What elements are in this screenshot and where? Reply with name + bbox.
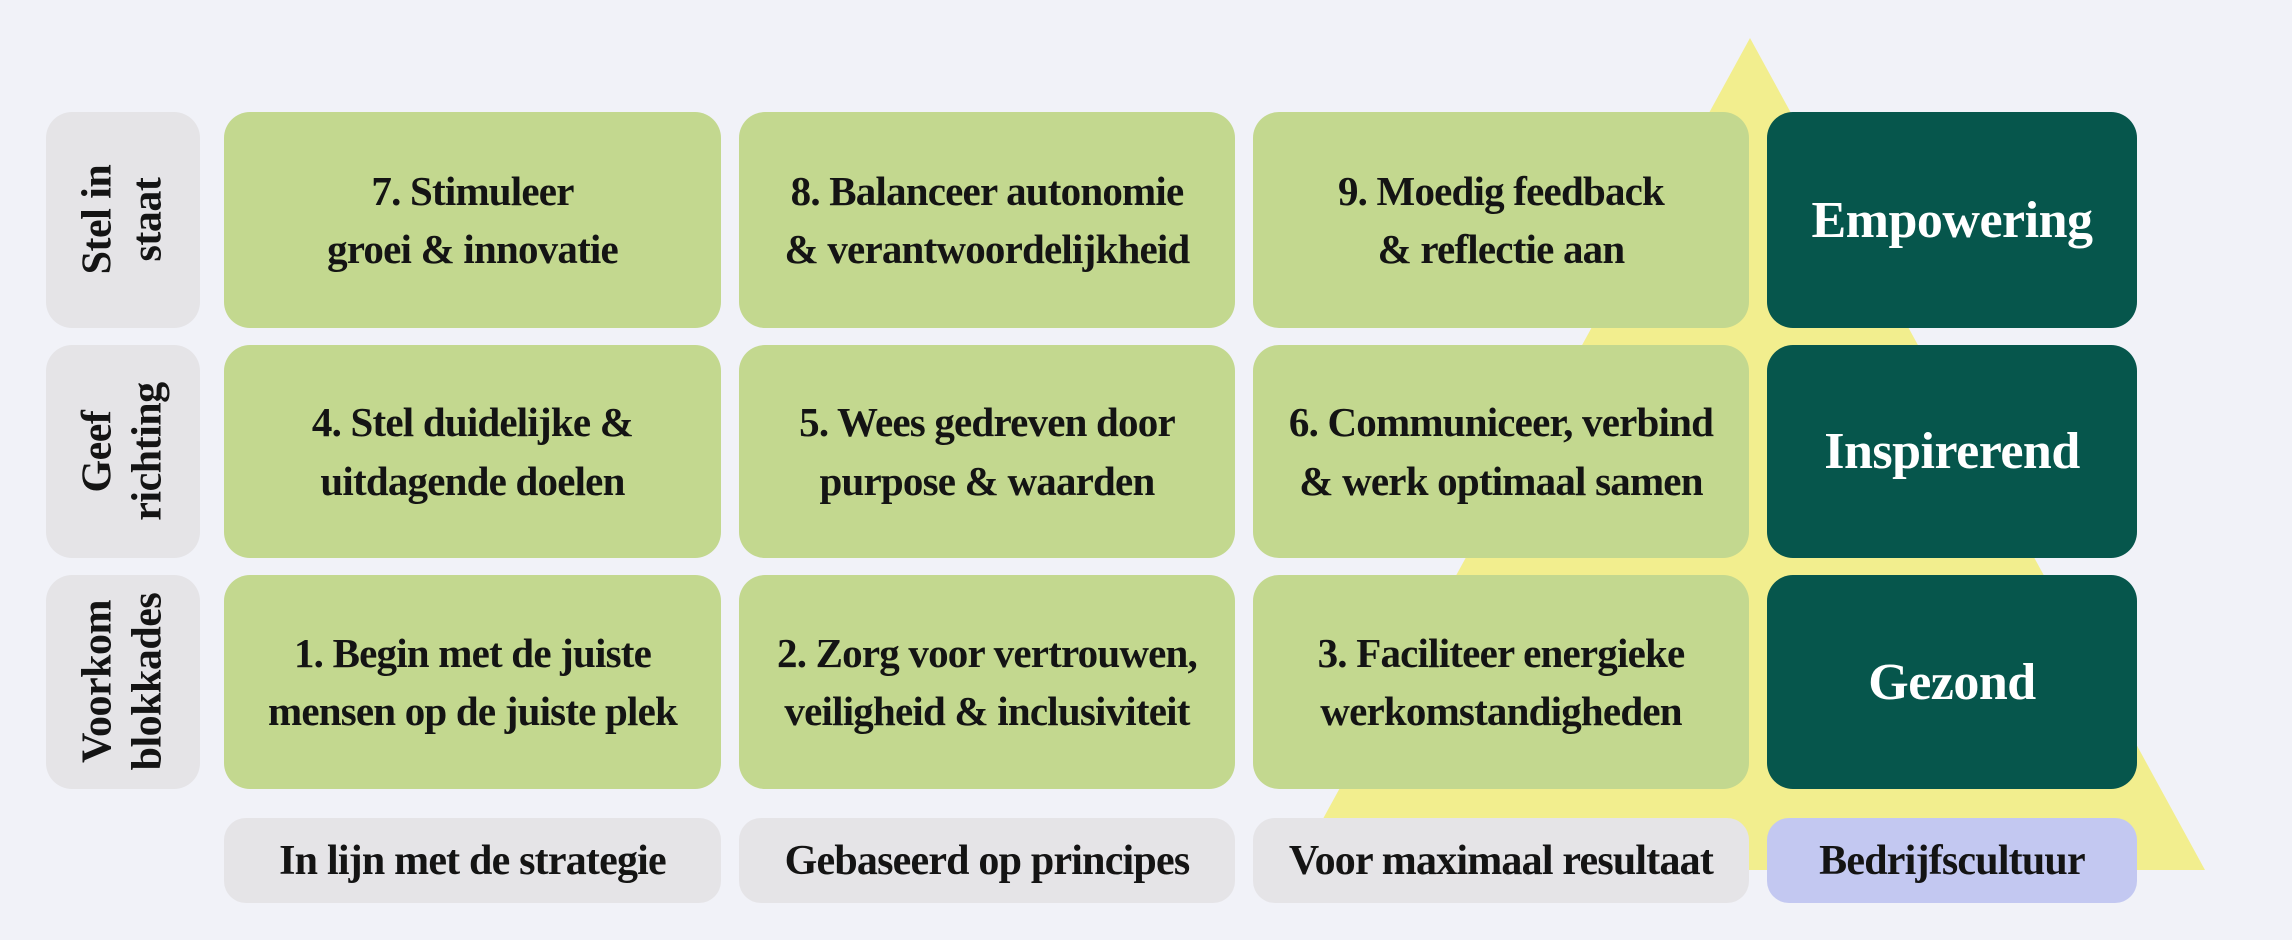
cell-text-line: werkomstandigheden xyxy=(1320,688,1682,734)
matrix-grid xyxy=(46,112,2137,903)
cell-text-line: 6. Communiceer, verbind xyxy=(1288,399,1714,446)
cell-text-line: 1. Begin met de juiste xyxy=(293,629,652,676)
row-label-line: Voorkom xyxy=(74,600,121,764)
matrix-cell-1 xyxy=(224,575,721,789)
cell-text-line: mensen op de juiste plek xyxy=(267,688,678,734)
row-label-geef-richting xyxy=(46,345,200,558)
row-label-text xyxy=(73,382,172,520)
footer-gebaseerd-op-principes xyxy=(739,818,1235,903)
matrix-cell-3 xyxy=(1253,575,1749,789)
cell-text-line: uitdagende doelen xyxy=(320,457,625,504)
cell-text-line: 7. Stimuleer xyxy=(371,167,574,214)
matrix-cell-2 xyxy=(739,575,1235,789)
culture-text: Bedrijfscultuur xyxy=(1819,837,2085,884)
row-label-line: blokkades xyxy=(124,593,170,771)
row-label-text xyxy=(73,165,172,275)
cell-text-line: & reflectie aan xyxy=(1377,226,1625,272)
matrix-cell-9 xyxy=(1253,112,1749,328)
outcome-empowering xyxy=(1767,112,2137,328)
row-label-line: Geef xyxy=(74,410,121,493)
row-label-stel-in-staat xyxy=(46,112,200,328)
cell-text-line: 2. Zorg voor vertrouwen, xyxy=(777,629,1197,676)
cell-text-line: groei & innovatie xyxy=(327,226,618,272)
footer-text: Gebaseerd op principes xyxy=(784,837,1190,884)
footer-text: Voor maximaal resultaat xyxy=(1288,837,1714,884)
outcome-text: Inspirerend xyxy=(1824,423,2080,480)
footer-in-lijn-met-de-strategie xyxy=(224,818,721,903)
row-label-line: Stel in xyxy=(74,165,121,275)
cell-text-line: veiligheid & inclusiviteit xyxy=(784,688,1190,734)
footer-voor-maximaal-resultaat xyxy=(1253,818,1749,903)
row-label-text xyxy=(73,593,172,771)
culture-label-bedrijfscultuur xyxy=(1767,818,2137,903)
matrix-cell-8 xyxy=(739,112,1235,328)
matrix-cell-7 xyxy=(224,112,721,328)
footer-text: In lijn met de strategie xyxy=(279,837,666,884)
matrix-cell-6 xyxy=(1253,345,1749,558)
cell-text-line: purpose & waarden xyxy=(819,457,1155,504)
cell-text-line: & werk optimaal samen xyxy=(1299,457,1703,504)
matrix-cell-4 xyxy=(224,345,721,558)
cell-text-line: 9. Moedig feedback xyxy=(1337,167,1665,214)
cell-text-line: 3. Faciliteer energieke xyxy=(1317,629,1685,676)
outcome-text: Empowering xyxy=(1811,191,2093,249)
cell-text-line: 5. Wees gedreven door xyxy=(799,399,1175,446)
outcome-inspirerend xyxy=(1767,345,2137,558)
outcome-gezond xyxy=(1767,575,2137,789)
row-label-line: richting xyxy=(123,382,170,521)
row-label-line: staat xyxy=(124,178,170,262)
cell-text-line: 8. Balanceer autonomie xyxy=(790,167,1184,214)
row-label-voorkom-blokkades xyxy=(46,575,200,789)
matrix-cell-5 xyxy=(739,345,1235,558)
cell-text-line: & verantwoordelijkheid xyxy=(784,226,1190,272)
cell-text-line: 4. Stel duidelijke & xyxy=(311,399,634,446)
outcome-text: Gezond xyxy=(1868,653,2036,711)
